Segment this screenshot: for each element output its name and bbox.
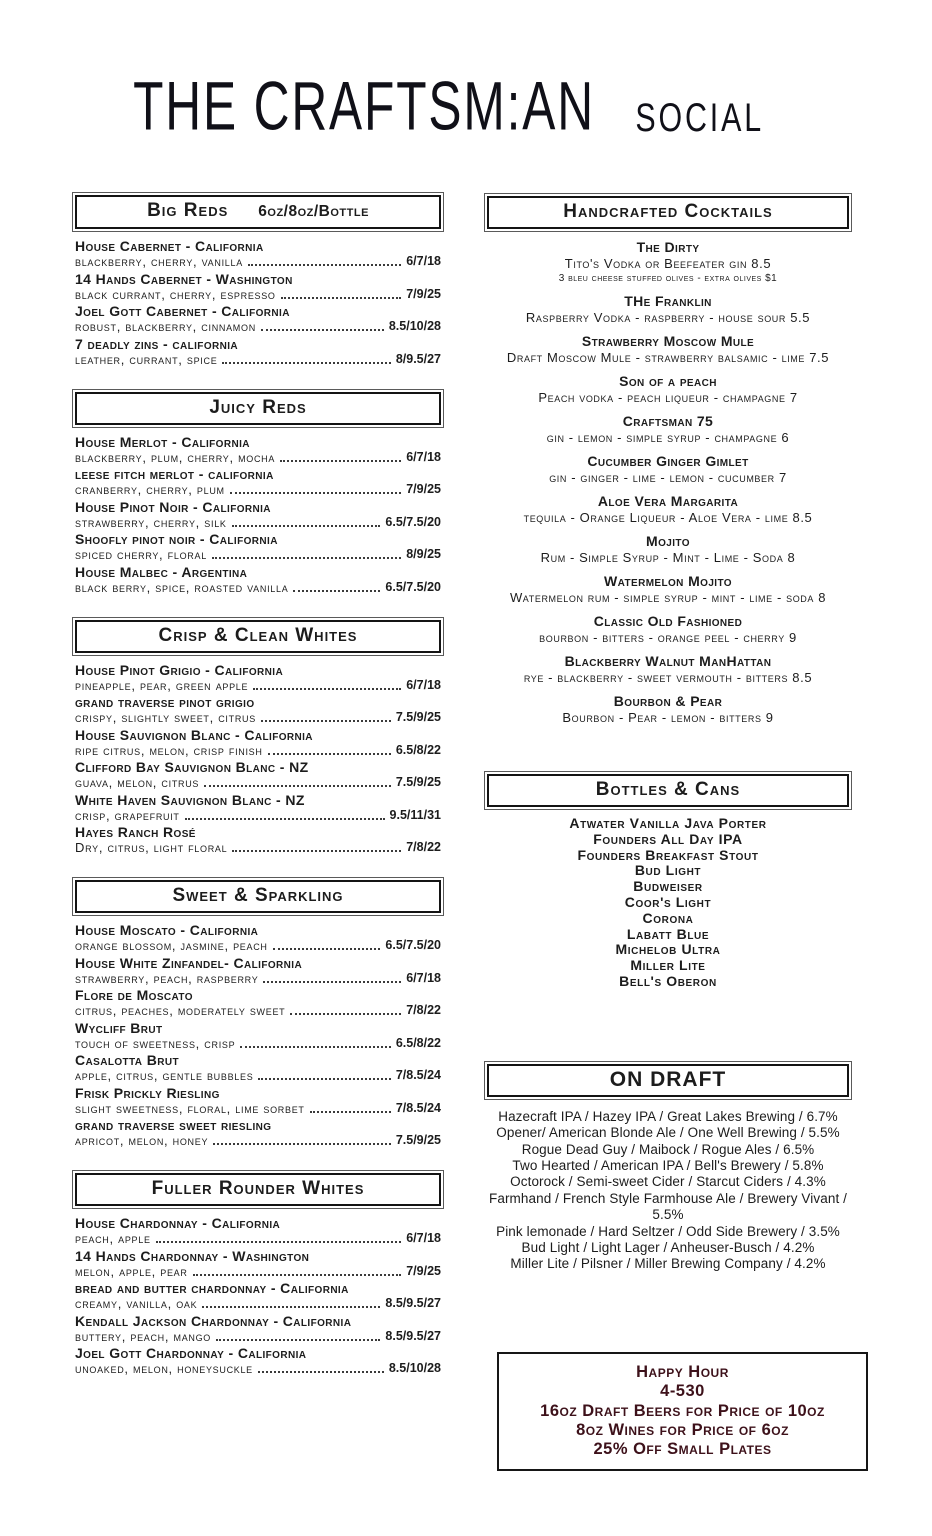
wine-name: Joel Gott Cabernet - California [75,303,290,319]
cocktail-name: Bourbon & Pear [613,693,723,709]
dotted-leader [204,785,391,787]
wine-price: 6/7/18 [406,449,441,464]
wine-price: 6.5/7.5/20 [385,514,441,529]
wine-name: House Malbec - Argentina [75,563,248,580]
wine-detail-row [75,482,441,497]
wine-description: spiced cherry, floral [75,547,207,562]
bottles-list [487,816,849,990]
cocktail-ingredients: Peach vodka - peach liqueur - champagne 7 [538,389,798,405]
wine-detail-row [75,938,441,953]
bottle-item: Budweiser [633,878,703,895]
brand-suffix: SOCIAL [634,94,764,140]
dotted-leader [268,753,391,755]
cocktail-name: Strawberry Moscow Mule [581,333,755,349]
cocktail-item [487,334,849,365]
bottle-item: Bell's Oberon [619,972,717,989]
wine-section [75,880,441,1148]
wine-price: 8.5/9.5/27 [385,1296,441,1310]
wine-description: melon, apple, pear [75,1263,188,1279]
wine-item [75,1118,441,1148]
draft-item: Miller Lite / Pilsner / Miller Brewing Company / 4.2% [510,1256,826,1272]
wine-price: 7.5/9/25 [395,1133,441,1147]
wine-item [75,988,441,1018]
wine-detail-row [75,1361,441,1376]
cocktail-item [487,240,849,285]
dotted-leader [216,1339,380,1341]
draft-item: Two Hearted / American IPA / Bell's Brewery / 5.8% [512,1157,824,1173]
wine-description: ripe citrus, melon, crisp finish [75,742,263,758]
happy-hour-line: 8oz Wines for Price of 6oz [576,1421,789,1440]
wine-items [75,923,441,1148]
cocktail-note: 3 bleu cheese stuffed olives - extra olives $1 [558,273,778,284]
section-header-box [75,1173,441,1206]
dotted-leader [261,720,391,722]
wine-name: Flore de Moscato [75,987,193,1003]
wine-detail-row [75,1003,441,1018]
wine-description: peach, apple [75,1231,151,1246]
wine-price: 6.5/7.5/20 [385,579,441,594]
dotted-leader [212,557,401,559]
wine-item [75,1314,441,1344]
happy-hour-box [497,1352,868,1471]
cocktail-ingredients: gin - ginger - lime - lemon - cucumber 7 [549,469,787,485]
wine-description: pineapple, pear, green apple [75,677,249,693]
draft-item: Hazecraft IPA / Hazey IPA / Great Lakes Brewing / 6.7% [498,1108,838,1124]
wine-price: 8.5/10/28 [388,1361,441,1375]
wine-price: 7/8/22 [406,1003,441,1017]
wine-item [75,337,441,367]
wine-detail-row [75,1036,441,1051]
wine-section [75,392,441,595]
dotted-leader [213,1143,391,1145]
wine-detail-row [75,775,441,790]
wine-detail-row [75,580,441,595]
wine-name: Hayes Ranch Rosé [75,824,196,840]
wine-description: unoaked, melon, honeysuckle [75,1361,253,1376]
cocktail-item [487,534,849,565]
wine-description: blackberry, cherry, vanilla [75,254,243,269]
bottle-item: Labatt Blue [626,925,710,942]
wine-detail-row [75,1264,441,1279]
dotted-leader [253,688,401,690]
bottle-item: Bud Light [634,862,702,879]
wine-price: 7/9/25 [406,1263,441,1278]
wine-price: 6.5/8/22 [395,1035,441,1050]
wine-item [75,304,441,334]
section-title: Sweet & Sparkling [172,885,344,906]
dotted-leader [202,1306,380,1308]
wine-description: black berry, spice, roasted vanilla [75,579,289,595]
wine-price: 7.5/9/25 [395,775,441,789]
dotted-leader [261,329,384,331]
cocktail-ingredients: Draft Moscow Mule - strawberry balsamic - lime 7.5 [506,349,830,365]
wine-description: citrus, peaches, moderately sweet [75,1003,286,1018]
wine-name: grand traverse sweet riesling [75,1117,272,1133]
wine-item [75,467,441,497]
wine-item [75,825,441,855]
wine-detail-row [75,971,441,986]
cocktail-item [487,454,849,485]
section-title: Fuller Rounder Whites [151,1178,365,1199]
wine-name: House Sauvignon Blanc - California [75,726,313,743]
wine-description: strawberry, peach, raspberry [75,970,259,986]
wine-name: Joel Gott Chardonnay - California [75,1345,307,1361]
wine-name: 14 Hands Chardonnay - Washington [75,1247,310,1264]
section-header-box [75,195,441,229]
wine-item [75,1249,441,1279]
wine-detail-row [75,1231,441,1246]
cocktail-name: Aloe Vera Margarita [597,493,739,509]
happy-hour-line: 16oz Draft Beers for Price of 10oz [540,1401,825,1420]
wine-price: 6/7/18 [406,677,441,692]
dotted-leader [273,948,381,950]
cocktail-ingredients: gin - lemon - simple syrup - champagne 6 [546,429,790,445]
wine-price: 8/9/25 [406,547,441,561]
wine-detail-row [75,743,441,758]
wine-description: slight sweetness, floral, lime sorbet [75,1100,305,1116]
dotted-leader [193,1274,402,1276]
section-header-box [75,620,441,653]
wine-item [75,1216,441,1246]
cocktail-name: Craftsman 75 [622,413,714,429]
wine-detail-row [75,287,441,302]
happy-hour-line: 25% Off Small Plates [593,1440,772,1459]
bottle-item: Corona [642,909,694,926]
wine-items [75,239,441,367]
wine-description: leather, currant, spice [75,351,218,367]
wine-name: 7 deadly zins - california [75,335,239,352]
wine-description: apple, citrus, gentle bubbles [75,1068,254,1083]
section-title: Crisp & Clean Whites [158,624,358,646]
dotted-leader [280,460,401,462]
section-header-box [75,392,441,425]
wine-item [75,435,441,465]
dotted-leader [230,492,401,494]
wine-item [75,793,441,823]
wine-name: bread and butter chardonnay - California [75,1280,349,1296]
wine-description: buttery, peach, mango [75,1328,211,1344]
wine-detail-row [75,1329,441,1344]
wine-name: leese fitch merlot - california [75,466,274,482]
wine-item [75,923,441,953]
wine-item [75,663,441,693]
dotted-leader [290,1013,401,1015]
draft-item: Rogue Dead Guy / Maibock / Rogue Ales / 6.5% [521,1141,815,1157]
wine-description: guava, melon, citrus [75,775,200,790]
dotted-leader [263,981,401,983]
cocktail-name: Cucumber Ginger Gimlet [587,453,749,469]
wine-price: 7/8.5/24 [395,1100,441,1115]
draft-item: Pink lemonade / Hard Seltzer / Odd Side Brewery / 3.5% [496,1223,840,1239]
wine-name: Clifford Bay Sauvignon Blanc - NZ [75,759,309,775]
wine-price: 6.5/7.5/20 [385,938,441,952]
bottle-item: Founders Breakfast Stout [577,846,759,863]
wine-detail-row [75,450,441,465]
dotted-leader [240,1046,391,1048]
section-header-box [487,196,849,229]
wine-price: 7/8/22 [406,840,441,854]
dotted-leader [281,297,402,299]
wine-description: robust, blackberry, cinnamon [75,319,256,334]
cocktail-list [487,240,849,725]
drinks-column [487,196,849,1471]
bottles-section [487,774,849,990]
brand-name: THE CRAFTSM:AN [133,67,596,145]
wine-name: White Haven Sauvignon Blanc - NZ [75,791,305,808]
wine-item [75,239,441,269]
section-title: Big Reds [147,200,229,221]
wine-description: Dry, citrus, light floral [75,840,228,855]
wine-item [75,1053,441,1083]
cocktail-ingredients: Rum - Simple Syrup - Mint - Lime - Soda 8 [540,549,796,565]
wine-item [75,500,441,530]
wine-detail-row [75,352,441,367]
wine-detail-row [75,840,441,855]
wine-name: Kendall Jackson Chardonnay - California [75,1312,352,1329]
wine-item [75,695,441,725]
wine-description: orange blossom, jasmine, peach [75,938,268,953]
happy-hour-line: 4-530 [660,1382,705,1401]
wine-price: 6/7/18 [406,254,441,268]
wine-description: strawberry, cherry, silk [75,514,227,530]
dotted-leader [232,850,401,852]
section-note: 6oz/8oz/Bottle [258,203,369,220]
wine-item [75,728,441,758]
cocktail-item [487,654,849,685]
wine-item [75,565,441,595]
cocktail-item [487,374,849,405]
cocktail-ingredients: Bourbon - Pear - lemon - bitters 9 [562,709,774,725]
wine-section [75,195,441,367]
wine-name: House Chardonnay - California [75,1215,281,1231]
wine-description: apricot, melon, honey [75,1133,209,1148]
wine-price: 7/8.5/24 [395,1068,441,1082]
brand [0,67,880,146]
wine-price: 6/7/18 [406,1231,441,1245]
wine-item [75,1281,441,1311]
bottle-item: Coor's Light [624,893,712,910]
wine-name: House Cabernet - California [75,238,264,254]
dotted-leader [232,525,381,527]
cocktail-item [487,494,849,525]
cocktail-name: Blackberry Walnut ManHattan [564,653,772,669]
wine-detail-row [75,547,441,562]
cocktail-name: The Dirty [636,239,700,255]
wine-price: 8.5/10/28 [388,319,441,333]
wine-items [75,1216,441,1376]
draft-section [487,1064,849,1273]
draft-item: Farmhand / French Style Farmhouse Ale / Brewery Vivant / 5.5% [489,1190,847,1223]
wine-section [75,1173,441,1376]
wine-item [75,956,441,986]
bottle-item: Miller Lite [630,957,706,974]
wine-detail-row [75,319,441,334]
cocktails-section [487,196,849,725]
wine-detail-row [75,1296,441,1311]
dotted-leader [156,1241,402,1243]
wine-description: cranberry, cherry, plum [75,482,225,497]
dotted-leader [248,264,401,266]
section-title: ON DRAFT [609,1067,727,1091]
wine-price: 6.5/8/22 [395,742,441,757]
wine-price: 9.5/11/31 [389,807,441,822]
bottle-item: Atwater Vanilla Java Porter [569,815,767,831]
draft-item: Octorock / Semi-sweet Cider / Starcut Ciders / 4.3% [510,1174,826,1190]
cocktail-name: THe Franklin [624,293,712,309]
happy-hour-line: Happy Hour [636,1362,729,1381]
cocktail-ingredients: Watermelon rum - simple syrup - mint - lime - soda 8 [509,589,827,605]
wine-price: 7/9/25 [406,482,441,496]
wine-description: touch of sweetness, crisp [75,1035,236,1051]
cocktail-ingredients: Tito's Vodka or Beefeater gin 8.5 [564,255,772,271]
cocktail-ingredients: tequila - Orange Liqueur - Aloe Vera - lime 8.5 [523,509,813,525]
dotted-leader [185,818,385,820]
section-header-box [487,774,849,807]
wine-name: House Moscato - California [75,922,259,938]
section-title: Handcrafted Cocktails [563,201,773,222]
wine-price: 7.5/9/25 [395,710,441,724]
wine-items [75,435,441,595]
wine-item [75,1346,441,1376]
bottle-item: Michelob Ultra [615,941,721,958]
wine-name: House Merlot - California [75,433,250,450]
section-header-box [75,880,441,913]
section-title: Juicy Reds [209,396,307,418]
wine-name: Shoofly pinot noir - California [75,531,278,547]
cocktail-item [487,614,849,645]
wine-detail-row [75,515,441,530]
cocktail-ingredients: Raspberry Vodka - raspberry - house sour 5.5 [525,309,811,325]
wine-price: 6/7/18 [406,970,441,985]
cocktail-ingredients: bourbon - bitters - orange peel - cherry 9 [539,629,797,645]
cocktail-name: Mojito [646,533,690,549]
wine-price: 7/9/25 [406,286,441,301]
section-header-box [487,1064,849,1097]
cocktail-item [487,294,849,325]
draft-item: Opener/ American Blonde Ale / One Well Brewing / 5.5% [496,1125,840,1141]
wine-price: 8/9.5/27 [395,351,441,366]
wine-name: Frisk Prickly Riesling [75,1084,220,1101]
wine-items [75,663,441,856]
cocktail-ingredients: rye - blackberry - sweet vermouth - bitters 8.5 [523,669,813,685]
wine-name: Wycliff Brut [75,1019,163,1036]
wine-detail-row [75,1101,441,1116]
wine-item [75,1021,441,1051]
wine-item [75,272,441,302]
dotted-leader [222,362,390,364]
wine-detail-row [75,1068,441,1083]
wine-section [75,620,441,856]
wine-price: 8.5/9.5/27 [385,1328,441,1343]
wine-name: House White Zinfandel- California [75,954,303,971]
wine-detail-row [75,1133,441,1148]
wine-name: Casalotta Brut [75,1052,179,1068]
wine-description: black currant, cherry, espresso [75,286,276,302]
cocktail-name: Classic Old Fashioned [593,613,743,629]
wine-description: crisp, grapefruit [75,807,180,823]
wine-description: crispy, slightly sweet, citrus [75,710,256,725]
wine-item [75,1086,441,1116]
wine-name: 14 Hands Cabernet - Washington [75,270,293,287]
wine-detail-row [75,808,441,823]
wine-detail-row [75,710,441,725]
wine-column [75,195,441,1401]
wine-name: House Pinot Noir - California [75,498,271,515]
dotted-leader [258,1371,384,1373]
draft-list [487,1109,849,1273]
wine-description: blackberry, plum, cherry, mocha [75,449,276,465]
wine-description: creamy, vanilla, oak [75,1296,198,1311]
wine-detail-row [75,254,441,269]
cocktail-item [487,574,849,605]
cocktail-item [487,414,849,445]
dotted-leader [258,1078,390,1080]
cocktail-item [487,694,849,725]
wine-detail-row [75,678,441,693]
bottle-item: Founders All Day IPA [593,830,743,847]
dotted-leader [310,1111,391,1113]
section-title: Bottles & Cans [595,779,741,800]
wine-name: grand traverse pinot grigio [75,694,255,710]
cocktail-name: Watermelon Mojito [604,573,732,589]
dotted-leader [293,590,380,592]
draft-item: Bud Light / Light Lager / Anheuser-Busch / 4.2% [521,1240,815,1256]
wine-item [75,760,441,790]
wine-item [75,532,441,562]
cocktail-name: Son of a peach [619,373,717,389]
wine-name: House Pinot Grigio - California [75,661,284,678]
